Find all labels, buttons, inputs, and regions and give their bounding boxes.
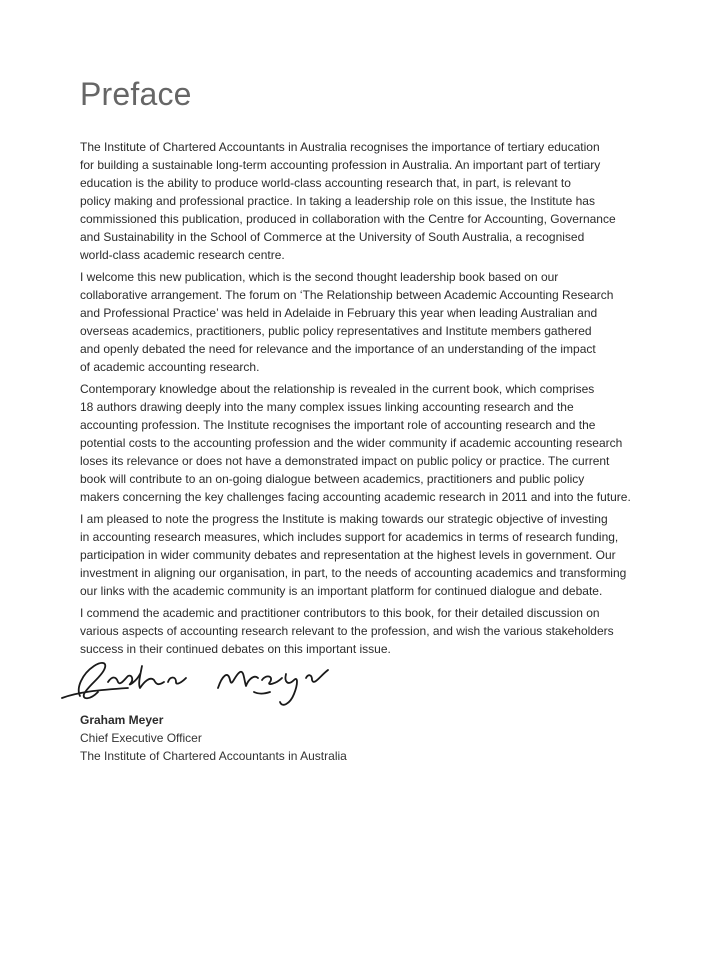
paragraph-1 [80, 138, 676, 264]
paragraph-2 [80, 268, 676, 376]
text-line: book will contribute to an on-going dialogue between academics, practitioners and public policy [80, 472, 585, 486]
text-line: our links with the academic community is an important platform for continued dialogue and debate. [80, 584, 603, 598]
text-line: I commend the academic and practitioner contributors to this book, for their detailed discussion on [80, 606, 600, 620]
text-line: policy making and professional practice. In taking a leadership role on this issue, the Institute has [80, 194, 595, 208]
text-line: Contemporary knowledge about the relationship is revealed in the current book, which comprises [80, 382, 595, 396]
text-line: participation in wider community debates and representation at the highest levels in government. Our [80, 548, 616, 562]
text-line: I am pleased to note the progress the Institute is making towards our strategic objective of investing [80, 512, 608, 526]
preface-body [80, 138, 676, 662]
text-line: makers concerning the key challenges facing accounting academic research in 2011 and into the future. [80, 490, 631, 504]
paragraph-4 [80, 510, 676, 600]
text-line: potential costs to the accounting profession and the wider community if academic accounting research [80, 436, 623, 450]
signatory-role: Chief Executive Officer [80, 731, 202, 745]
signatory-organisation: The Institute of Chartered Accountants in Australia [80, 749, 347, 763]
text-line: and Sustainability in the School of Commerce at the University of South Australia, a recognised [80, 230, 585, 244]
text-line: and openly debated the need for relevance and the importance of an understanding of the impact [80, 342, 596, 356]
text-line: for building a sustainable long-term accounting profession in Australia. An important part of tertiary [80, 158, 601, 172]
text-line: world-class academic research centre. [80, 248, 285, 262]
text-line: investment in aligning our organisation, in part, to the needs of accounting academics and transforming [80, 566, 627, 580]
handwritten-signature [58, 652, 358, 712]
paragraph-3 [80, 380, 676, 506]
text-line: of academic accounting research. [80, 360, 260, 374]
text-line: collaborative arrangement. The forum on ‘The Relationship between Academic Accounting Research [80, 288, 614, 302]
paragraph-5 [80, 604, 676, 658]
text-line: success in their continued debates on this important issue. [80, 642, 391, 656]
signatory-block [80, 711, 347, 765]
text-line: and Professional Practice’ was held in Adelaide in February this year when leading Australian and [80, 306, 598, 320]
text-line: loses its relevance or does not have a demonstrated impact on public policy or practice. The current [80, 454, 610, 468]
text-line: The Institute of Chartered Accountants in Australia recognises the importance of tertiary education [80, 140, 600, 154]
page-title: Preface [80, 76, 192, 112]
text-line: education is the ability to produce world-class accounting research that, in part, is relevant to [80, 176, 571, 190]
text-line: commissioned this publication, produced in collaboration with the Centre for Accounting, Governance [80, 212, 616, 226]
signatory-name: Graham Meyer [80, 713, 164, 727]
text-line: 18 authors drawing deeply into the many complex issues linking accounting research and the [80, 400, 574, 414]
text-line: I welcome this new publication, which is the second thought leadership book based on our [80, 270, 559, 284]
text-line: various aspects of accounting research relevant to the profession, and wish the various stakeholders [80, 624, 614, 638]
text-line: overseas academics, practitioners, public policy representatives and Institute members gathered [80, 324, 592, 338]
text-line: in accounting research measures, which includes support for academics in terms of research funding, [80, 530, 619, 544]
text-line: accounting profession. The Institute recognises the important role of accounting research and the [80, 418, 596, 432]
